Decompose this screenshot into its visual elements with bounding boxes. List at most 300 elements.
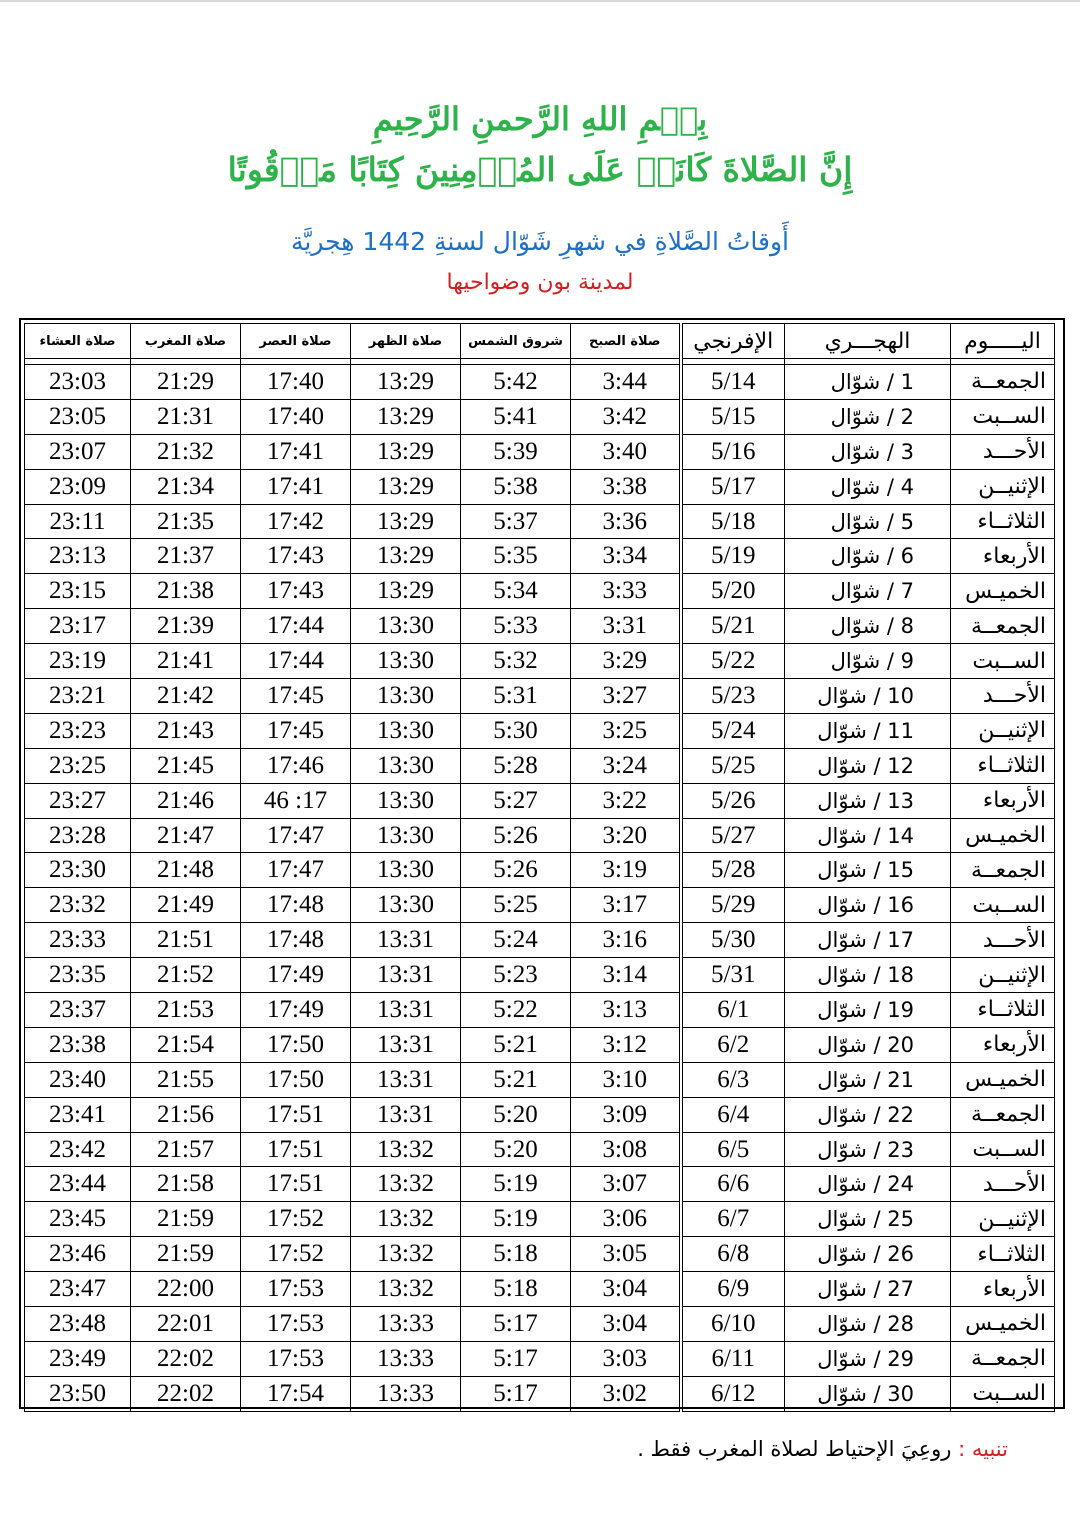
isha-time-cell: 23:28 bbox=[25, 818, 131, 853]
day-cell: الأحـــد bbox=[951, 434, 1055, 469]
fajr-time-cell: 3:40 bbox=[571, 434, 681, 469]
col-header-asr: صلاة العصر bbox=[241, 324, 351, 359]
asr-time-cell: 17:44 bbox=[241, 609, 351, 644]
fajr-time-cell: 3:10 bbox=[571, 1062, 681, 1097]
gregorian-date-cell: 6/11 bbox=[681, 1341, 785, 1376]
day-cell: الإثنيــن bbox=[951, 1202, 1055, 1237]
day-cell: الأربعاء bbox=[951, 783, 1055, 818]
dhuhr-time-cell: 13:31 bbox=[351, 993, 461, 1028]
table-row bbox=[25, 1237, 1055, 1272]
maghrib-time-cell: 21:59 bbox=[131, 1237, 241, 1272]
asr-time-cell: 17:53 bbox=[241, 1272, 351, 1307]
isha-time-cell: 23:40 bbox=[25, 1062, 131, 1097]
isha-time-cell: 23:35 bbox=[25, 958, 131, 993]
gregorian-date-cell: 6/7 bbox=[681, 1202, 785, 1237]
fajr-time-cell: 3:09 bbox=[571, 1097, 681, 1132]
hijri-date-cell: 7 / شوّال bbox=[785, 574, 951, 609]
hijri-date-cell: 8 / شوّال bbox=[785, 609, 951, 644]
maghrib-time-cell: 21:57 bbox=[131, 1132, 241, 1167]
fajr-time-cell: 3:13 bbox=[571, 993, 681, 1028]
hijri-date-cell: 22 / شوّال bbox=[785, 1097, 951, 1132]
table-row bbox=[25, 644, 1055, 679]
dhuhr-time-cell: 13:29 bbox=[351, 399, 461, 434]
sunrise-time-cell: 5:28 bbox=[461, 748, 571, 783]
dhuhr-time-cell: 13:29 bbox=[351, 574, 461, 609]
maghrib-time-cell: 22:01 bbox=[131, 1307, 241, 1342]
gregorian-date-cell: 6/1 bbox=[681, 993, 785, 1028]
table-row bbox=[25, 1341, 1055, 1376]
table-row bbox=[25, 993, 1055, 1028]
isha-time-cell: 23:15 bbox=[25, 574, 131, 609]
dhuhr-time-cell: 13:33 bbox=[351, 1341, 461, 1376]
dhuhr-time-cell: 13:30 bbox=[351, 679, 461, 714]
gregorian-date-cell: 6/9 bbox=[681, 1272, 785, 1307]
isha-time-cell: 23:45 bbox=[25, 1202, 131, 1237]
maghrib-time-cell: 21:42 bbox=[131, 679, 241, 714]
day-cell: الجمعــة bbox=[951, 1097, 1055, 1132]
gregorian-date-cell: 5/18 bbox=[681, 504, 785, 539]
asr-time-cell: 17:40 bbox=[241, 399, 351, 434]
dhuhr-time-cell: 13:29 bbox=[351, 365, 461, 400]
fajr-time-cell: 3:27 bbox=[571, 679, 681, 714]
dhuhr-time-cell: 13:30 bbox=[351, 713, 461, 748]
table-row bbox=[25, 783, 1055, 818]
maghrib-time-cell: 21:29 bbox=[131, 365, 241, 400]
asr-time-cell: 17:43 bbox=[241, 574, 351, 609]
hijri-date-cell: 19 / شوّال bbox=[785, 993, 951, 1028]
isha-time-cell: 23:47 bbox=[25, 1272, 131, 1307]
dhuhr-time-cell: 13:29 bbox=[351, 469, 461, 504]
gregorian-date-cell: 5/16 bbox=[681, 434, 785, 469]
fajr-time-cell: 3:12 bbox=[571, 1027, 681, 1062]
isha-time-cell: 23:37 bbox=[25, 993, 131, 1028]
isha-time-cell: 23:44 bbox=[25, 1167, 131, 1202]
maghrib-time-cell: 21:43 bbox=[131, 713, 241, 748]
dhuhr-time-cell: 13:33 bbox=[351, 1307, 461, 1342]
sunrise-time-cell: 5:18 bbox=[461, 1272, 571, 1307]
isha-time-cell: 23:23 bbox=[25, 713, 131, 748]
gregorian-date-cell: 6/3 bbox=[681, 1062, 785, 1097]
day-cell: الأربعاء bbox=[951, 1272, 1055, 1307]
basmala-heading: بِسۡمِ اللهِ الرَّحمنِ الرَّحِيمِ bbox=[372, 100, 708, 138]
sunrise-time-cell: 5:19 bbox=[461, 1167, 571, 1202]
isha-time-cell: 23:48 bbox=[25, 1307, 131, 1342]
gregorian-date-cell: 5/14 bbox=[681, 365, 785, 400]
sunrise-time-cell: 5:21 bbox=[461, 1027, 571, 1062]
fajr-time-cell: 3:44 bbox=[571, 365, 681, 400]
table-row bbox=[25, 504, 1055, 539]
gregorian-date-cell: 5/21 bbox=[681, 609, 785, 644]
asr-time-cell: 17:40 bbox=[241, 365, 351, 400]
isha-time-cell: 23:30 bbox=[25, 853, 131, 888]
hijri-date-cell: 9 / شوّال bbox=[785, 644, 951, 679]
gregorian-date-cell: 5/26 bbox=[681, 783, 785, 818]
dhuhr-time-cell: 13:31 bbox=[351, 1062, 461, 1097]
gregorian-date-cell: 6/10 bbox=[681, 1307, 785, 1342]
sunrise-time-cell: 5:21 bbox=[461, 1062, 571, 1097]
isha-time-cell: 23:07 bbox=[25, 434, 131, 469]
dhuhr-time-cell: 13:30 bbox=[351, 783, 461, 818]
hijri-date-cell: 12 / شوّال bbox=[785, 748, 951, 783]
col-header-sunrise: شروق الشمس bbox=[461, 324, 571, 359]
table-row bbox=[25, 679, 1055, 714]
fajr-time-cell: 3:17 bbox=[571, 888, 681, 923]
fajr-time-cell: 3:19 bbox=[571, 853, 681, 888]
day-cell: الخميـس bbox=[951, 574, 1055, 609]
gregorian-date-cell: 5/20 bbox=[681, 574, 785, 609]
table-row bbox=[25, 434, 1055, 469]
asr-time-cell: 17:52 bbox=[241, 1202, 351, 1237]
day-cell: الثلاثــاء bbox=[951, 504, 1055, 539]
gregorian-date-cell: 6/5 bbox=[681, 1132, 785, 1167]
gregorian-date-cell: 5/22 bbox=[681, 644, 785, 679]
isha-time-cell: 23:38 bbox=[25, 1027, 131, 1062]
asr-time-cell: 17:49 bbox=[241, 993, 351, 1028]
table-row bbox=[25, 365, 1055, 400]
day-cell: الجمعــة bbox=[951, 365, 1055, 400]
asr-time-cell: 17:48 bbox=[241, 923, 351, 958]
table-row bbox=[25, 958, 1055, 993]
prayer-times-table bbox=[24, 323, 1055, 1412]
table-row bbox=[25, 713, 1055, 748]
day-cell: الجمعــة bbox=[951, 1341, 1055, 1376]
sunrise-time-cell: 5:31 bbox=[461, 679, 571, 714]
sunrise-time-cell: 5:18 bbox=[461, 1237, 571, 1272]
col-header-gregorian: الإفرنجي bbox=[681, 324, 785, 359]
table-row bbox=[25, 923, 1055, 958]
gregorian-date-cell: 5/29 bbox=[681, 888, 785, 923]
sunrise-time-cell: 5:22 bbox=[461, 993, 571, 1028]
fajr-time-cell: 3:16 bbox=[571, 923, 681, 958]
table-row bbox=[25, 1307, 1055, 1342]
maghrib-time-cell: 21:32 bbox=[131, 434, 241, 469]
gregorian-date-cell: 5/25 bbox=[681, 748, 785, 783]
table-row bbox=[25, 1272, 1055, 1307]
notice-label: تنبيه : bbox=[958, 1437, 1008, 1461]
dhuhr-time-cell: 13:30 bbox=[351, 818, 461, 853]
sunrise-time-cell: 5:19 bbox=[461, 1202, 571, 1237]
day-cell: الســبت bbox=[951, 1132, 1055, 1167]
fajr-time-cell: 3:07 bbox=[571, 1167, 681, 1202]
gregorian-date-cell: 5/27 bbox=[681, 818, 785, 853]
asr-time-cell: 17:45 bbox=[241, 713, 351, 748]
hijri-date-cell: 16 / شوّال bbox=[785, 888, 951, 923]
table-row bbox=[25, 1202, 1055, 1237]
isha-time-cell: 23:11 bbox=[25, 504, 131, 539]
table-row bbox=[25, 1097, 1055, 1132]
day-cell: الإثنيــن bbox=[951, 958, 1055, 993]
dhuhr-time-cell: 13:32 bbox=[351, 1132, 461, 1167]
gregorian-date-cell: 6/6 bbox=[681, 1167, 785, 1202]
maghrib-time-cell: 21:52 bbox=[131, 958, 241, 993]
day-cell: الســبت bbox=[951, 399, 1055, 434]
hijri-date-cell: 23 / شوّال bbox=[785, 1132, 951, 1167]
day-cell: الإثنيــن bbox=[951, 713, 1055, 748]
fajr-time-cell: 3:33 bbox=[571, 574, 681, 609]
day-cell: الأحـــد bbox=[951, 1167, 1055, 1202]
table-row bbox=[25, 1062, 1055, 1097]
asr-time-cell: 17:43 bbox=[241, 539, 351, 574]
fajr-time-cell: 3:29 bbox=[571, 644, 681, 679]
maghrib-time-cell: 21:41 bbox=[131, 644, 241, 679]
hijri-date-cell: 11 / شوّال bbox=[785, 713, 951, 748]
maghrib-time-cell: 21:38 bbox=[131, 574, 241, 609]
col-header-isha: صلاة العشاء bbox=[25, 324, 131, 359]
asr-time-cell: 17:53 bbox=[241, 1341, 351, 1376]
gregorian-date-cell: 6/8 bbox=[681, 1237, 785, 1272]
dhuhr-time-cell: 13:31 bbox=[351, 1027, 461, 1062]
day-cell: الســبت bbox=[951, 644, 1055, 679]
isha-time-cell: 23:17 bbox=[25, 609, 131, 644]
verse-heading: إِنَّ الصَّلاةَ كَانَتۡ عَلَى المُؤۡمِنِينَ كِتَابًا مَوۡقُوتًا bbox=[227, 150, 853, 189]
fajr-time-cell: 3:38 bbox=[571, 469, 681, 504]
fajr-time-cell: 3:06 bbox=[571, 1202, 681, 1237]
col-header-fajr: صلاة الصبح bbox=[571, 324, 681, 359]
asr-time-cell: 17:51 bbox=[241, 1167, 351, 1202]
isha-time-cell: 23:27 bbox=[25, 783, 131, 818]
maghrib-time-cell: 21:53 bbox=[131, 993, 241, 1028]
isha-time-cell: 23:46 bbox=[25, 1237, 131, 1272]
fajr-time-cell: 3:34 bbox=[571, 539, 681, 574]
maghrib-time-cell: 21:39 bbox=[131, 609, 241, 644]
sunrise-time-cell: 5:17 bbox=[461, 1376, 571, 1411]
isha-time-cell: 23:50 bbox=[25, 1376, 131, 1411]
isha-time-cell: 23:05 bbox=[25, 399, 131, 434]
gregorian-date-cell: 6/4 bbox=[681, 1097, 785, 1132]
dhuhr-time-cell: 13:32 bbox=[351, 1237, 461, 1272]
hijri-date-cell: 25 / شوّال bbox=[785, 1202, 951, 1237]
hijri-date-cell: 6 / شوّال bbox=[785, 539, 951, 574]
maghrib-time-cell: 21:55 bbox=[131, 1062, 241, 1097]
fajr-time-cell: 3:24 bbox=[571, 748, 681, 783]
asr-time-cell: 17:50 bbox=[241, 1062, 351, 1097]
dhuhr-time-cell: 13:29 bbox=[351, 504, 461, 539]
hijri-date-cell: 21 / شوّال bbox=[785, 1062, 951, 1097]
maghrib-time-cell: 22:00 bbox=[131, 1272, 241, 1307]
col-header-hijri: الهجـــري bbox=[785, 324, 951, 359]
asr-time-cell: 17:46 bbox=[241, 748, 351, 783]
day-cell: الإثنيــن bbox=[951, 469, 1055, 504]
hijri-date-cell: 1 / شوّال bbox=[785, 365, 951, 400]
hijri-date-cell: 2 / شوّال bbox=[785, 399, 951, 434]
day-cell: الجمعــة bbox=[951, 609, 1055, 644]
hijri-date-cell: 29 / شوّال bbox=[785, 1341, 951, 1376]
table-row bbox=[25, 888, 1055, 923]
sunrise-time-cell: 5:39 bbox=[461, 434, 571, 469]
sunrise-time-cell: 5:25 bbox=[461, 888, 571, 923]
notice bbox=[0, 1437, 1008, 1461]
table-row bbox=[25, 574, 1055, 609]
hijri-date-cell: 14 / شوّال bbox=[785, 818, 951, 853]
sunrise-time-cell: 5:41 bbox=[461, 399, 571, 434]
asr-time-cell: 17:48 bbox=[241, 888, 351, 923]
gregorian-date-cell: 5/23 bbox=[681, 679, 785, 714]
gregorian-date-cell: 5/19 bbox=[681, 539, 785, 574]
day-cell: الســبت bbox=[951, 888, 1055, 923]
gregorian-date-cell: 5/31 bbox=[681, 958, 785, 993]
day-cell: الأربعاء bbox=[951, 539, 1055, 574]
dhuhr-time-cell: 13:30 bbox=[351, 748, 461, 783]
col-header-day: اليـــــوم bbox=[951, 324, 1055, 359]
isha-time-cell: 23:32 bbox=[25, 888, 131, 923]
hijri-date-cell: 20 / شوّال bbox=[785, 1027, 951, 1062]
sunrise-time-cell: 5:35 bbox=[461, 539, 571, 574]
maghrib-time-cell: 21:59 bbox=[131, 1202, 241, 1237]
fajr-time-cell: 3:14 bbox=[571, 958, 681, 993]
schedule-title: أَوقاتُ الصَّلاةِ في شهرِ شَوّال لسنةِ 1442 هِجريَّة bbox=[290, 227, 789, 256]
dhuhr-time-cell: 13:29 bbox=[351, 434, 461, 469]
isha-time-cell: 23:21 bbox=[25, 679, 131, 714]
table-row bbox=[25, 539, 1055, 574]
sunrise-time-cell: 5:24 bbox=[461, 923, 571, 958]
maghrib-time-cell: 21:31 bbox=[131, 399, 241, 434]
table-row bbox=[25, 609, 1055, 644]
asr-time-cell: 17:44 bbox=[241, 644, 351, 679]
asr-time-cell: 17:50 bbox=[241, 1027, 351, 1062]
fajr-time-cell: 3:04 bbox=[571, 1307, 681, 1342]
asr-time-cell: 17:52 bbox=[241, 1237, 351, 1272]
maghrib-time-cell: 21:34 bbox=[131, 469, 241, 504]
notice-text: روعِيَ الإحتياط لصلاة المغرب فقط . bbox=[637, 1437, 959, 1461]
table-row bbox=[25, 399, 1055, 434]
day-cell: الأحـــد bbox=[951, 923, 1055, 958]
fajr-time-cell: 3:02 bbox=[571, 1376, 681, 1411]
sunrise-time-cell: 5:27 bbox=[461, 783, 571, 818]
gregorian-date-cell: 5/24 bbox=[681, 713, 785, 748]
hijri-date-cell: 28 / شوّال bbox=[785, 1307, 951, 1342]
asr-time-cell: 17:51 bbox=[241, 1097, 351, 1132]
day-cell: الأربعاء bbox=[951, 1027, 1055, 1062]
hijri-date-cell: 17 / شوّال bbox=[785, 923, 951, 958]
sunrise-time-cell: 5:23 bbox=[461, 958, 571, 993]
day-cell: الخميـس bbox=[951, 818, 1055, 853]
fajr-time-cell: 3:05 bbox=[571, 1237, 681, 1272]
hijri-date-cell: 26 / شوّال bbox=[785, 1237, 951, 1272]
col-header-maghrib: صلاة المغرب bbox=[131, 324, 241, 359]
dhuhr-time-cell: 13:33 bbox=[351, 1376, 461, 1411]
asr-time-cell: 17:47 bbox=[241, 818, 351, 853]
dhuhr-time-cell: 13:31 bbox=[351, 923, 461, 958]
fajr-time-cell: 3:42 bbox=[571, 399, 681, 434]
maghrib-time-cell: 22:02 bbox=[131, 1341, 241, 1376]
gregorian-date-cell: 6/12 bbox=[681, 1376, 785, 1411]
table-row bbox=[25, 748, 1055, 783]
day-cell: الخميـس bbox=[951, 1307, 1055, 1342]
table-row bbox=[25, 818, 1055, 853]
sunrise-time-cell: 5:20 bbox=[461, 1132, 571, 1167]
dhuhr-time-cell: 13:30 bbox=[351, 609, 461, 644]
isha-time-cell: 23:33 bbox=[25, 923, 131, 958]
sunrise-time-cell: 5:26 bbox=[461, 853, 571, 888]
table-row bbox=[25, 1376, 1055, 1411]
fajr-time-cell: 3:04 bbox=[571, 1272, 681, 1307]
table-row bbox=[25, 1132, 1055, 1167]
sunrise-time-cell: 5:17 bbox=[461, 1341, 571, 1376]
fajr-time-cell: 3:20 bbox=[571, 818, 681, 853]
maghrib-time-cell: 21:49 bbox=[131, 888, 241, 923]
sunrise-time-cell: 5:20 bbox=[461, 1097, 571, 1132]
dhuhr-time-cell: 13:32 bbox=[351, 1202, 461, 1237]
sunrise-time-cell: 5:30 bbox=[461, 713, 571, 748]
gregorian-date-cell: 5/17 bbox=[681, 469, 785, 504]
isha-time-cell: 23:25 bbox=[25, 748, 131, 783]
fajr-time-cell: 3:22 bbox=[571, 783, 681, 818]
sunrise-time-cell: 5:17 bbox=[461, 1307, 571, 1342]
isha-time-cell: 23:49 bbox=[25, 1341, 131, 1376]
asr-time-cell: 17:51 bbox=[241, 1132, 351, 1167]
dhuhr-time-cell: 13:29 bbox=[351, 539, 461, 574]
fajr-time-cell: 3:31 bbox=[571, 609, 681, 644]
fajr-time-cell: 3:03 bbox=[571, 1341, 681, 1376]
table-header-row bbox=[25, 324, 1055, 359]
isha-time-cell: 23:09 bbox=[25, 469, 131, 504]
isha-time-cell: 23:42 bbox=[25, 1132, 131, 1167]
maghrib-time-cell: 21:48 bbox=[131, 853, 241, 888]
hijri-date-cell: 24 / شوّال bbox=[785, 1167, 951, 1202]
asr-time-cell: 17:42 bbox=[241, 504, 351, 539]
asr-time-cell: 17:41 bbox=[241, 434, 351, 469]
table-row bbox=[25, 469, 1055, 504]
top-rule bbox=[0, 0, 1080, 2]
table-row bbox=[25, 1027, 1055, 1062]
hijri-date-cell: 15 / شوّال bbox=[785, 853, 951, 888]
maghrib-time-cell: 21:58 bbox=[131, 1167, 241, 1202]
fajr-time-cell: 3:25 bbox=[571, 713, 681, 748]
maghrib-time-cell: 21:35 bbox=[131, 504, 241, 539]
city-subtitle: لمدينة بون وضواحيها bbox=[446, 270, 634, 295]
fajr-time-cell: 3:36 bbox=[571, 504, 681, 539]
isha-time-cell: 23:19 bbox=[25, 644, 131, 679]
day-cell: الســبت bbox=[951, 1376, 1055, 1411]
hijri-date-cell: 3 / شوّال bbox=[785, 434, 951, 469]
dhuhr-time-cell: 13:30 bbox=[351, 644, 461, 679]
dhuhr-time-cell: 13:30 bbox=[351, 853, 461, 888]
table-frame bbox=[19, 318, 1065, 1409]
day-cell: الأحـــد bbox=[951, 679, 1055, 714]
asr-time-cell: 17:53 bbox=[241, 1307, 351, 1342]
hijri-date-cell: 30 / شوّال bbox=[785, 1376, 951, 1411]
hijri-date-cell: 27 / شوّال bbox=[785, 1272, 951, 1307]
day-cell: الثلاثــاء bbox=[951, 1237, 1055, 1272]
hijri-date-cell: 4 / شوّال bbox=[785, 469, 951, 504]
hijri-date-cell: 13 / شوّال bbox=[785, 783, 951, 818]
sunrise-time-cell: 5:38 bbox=[461, 469, 571, 504]
dhuhr-time-cell: 13:31 bbox=[351, 958, 461, 993]
sunrise-time-cell: 5:33 bbox=[461, 609, 571, 644]
table-row bbox=[25, 853, 1055, 888]
isha-time-cell: 23:41 bbox=[25, 1097, 131, 1132]
maghrib-time-cell: 21:54 bbox=[131, 1027, 241, 1062]
sunrise-time-cell: 5:34 bbox=[461, 574, 571, 609]
table-row bbox=[25, 1167, 1055, 1202]
day-cell: الجمعــة bbox=[951, 853, 1055, 888]
fajr-time-cell: 3:08 bbox=[571, 1132, 681, 1167]
hijri-date-cell: 5 / شوّال bbox=[785, 504, 951, 539]
gregorian-date-cell: 5/30 bbox=[681, 923, 785, 958]
dhuhr-time-cell: 13:31 bbox=[351, 1097, 461, 1132]
sunrise-time-cell: 5:37 bbox=[461, 504, 571, 539]
maghrib-time-cell: 21:46 bbox=[131, 783, 241, 818]
maghrib-time-cell: 21:47 bbox=[131, 818, 241, 853]
gregorian-date-cell: 5/15 bbox=[681, 399, 785, 434]
isha-time-cell: 23:03 bbox=[25, 365, 131, 400]
maghrib-time-cell: 21:56 bbox=[131, 1097, 241, 1132]
asr-time-cell: 17:47 bbox=[241, 853, 351, 888]
asr-time-cell: 17: 46 bbox=[241, 783, 351, 818]
col-header-dhuhr: صلاة الظهر bbox=[351, 324, 461, 359]
dhuhr-time-cell: 13:32 bbox=[351, 1272, 461, 1307]
sunrise-time-cell: 5:32 bbox=[461, 644, 571, 679]
